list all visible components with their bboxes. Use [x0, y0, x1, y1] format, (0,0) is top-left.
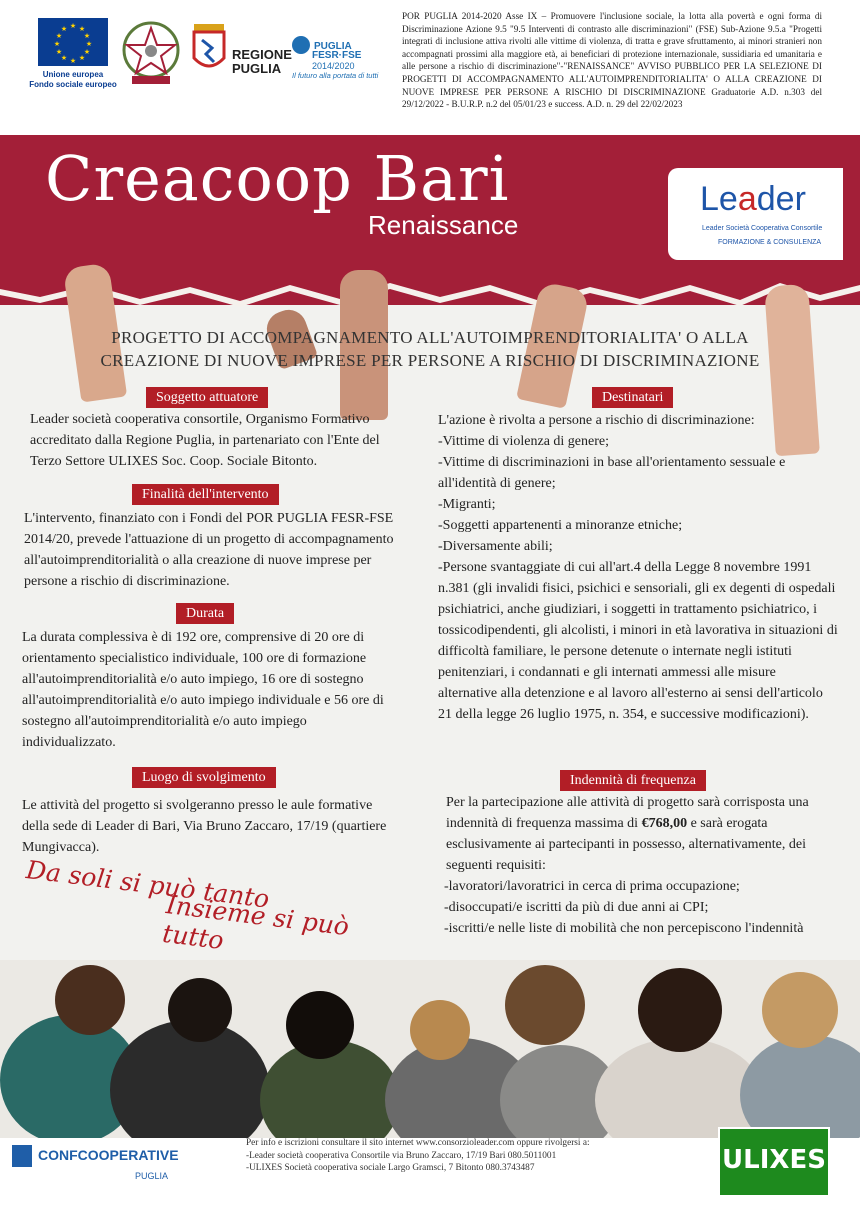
eu-caption-2: Fondo sociale europeo	[29, 80, 117, 89]
svg-text:★: ★	[53, 40, 61, 48]
soggetto-badge: Soggetto attuatore	[146, 387, 268, 408]
leader-subtitle: Leader Società Cooperativa Consortile	[702, 225, 823, 232]
regione-shield-icon	[192, 18, 226, 78]
leader-tagline: FORMAZIONE & CONSULENZA	[718, 239, 822, 246]
contact-info	[246, 1137, 666, 1175]
destinatari-line: -Diversamente abili;	[438, 539, 553, 554]
svg-text:★: ★	[85, 40, 93, 48]
eu-logo	[28, 18, 118, 90]
svg-text:★: ★	[60, 25, 68, 33]
luogo-badge: Luogo di svolgimento	[132, 767, 276, 788]
destinatari-line: -Soggetti appartenenti a minoranze etniche;	[438, 518, 683, 533]
indennita-amount: €768,00	[641, 816, 688, 831]
project-heading	[60, 326, 800, 372]
finalita-text: L'intervento, finanziato con i Fondi del POR PUGLIA FESR-FSE 2014/20, prevede l'attuazione di un progetto di accompagnamento all'autoimprenditorialità o alla creazione di nuove imprese per persone a rischio di discriminazione.	[24, 511, 394, 589]
leader-name-3: der	[756, 180, 806, 218]
svg-text:★: ★	[55, 32, 63, 40]
confcooperative-name: CONFCOOPERATIVE	[38, 1147, 179, 1163]
destinatari-line: L'azione è rivolta a persone a rischio di discriminazione:	[438, 413, 755, 428]
destinatari-line: -Migranti;	[438, 497, 496, 512]
leader-logo	[668, 168, 843, 260]
funding-notice: POR PUGLIA 2014-2020 Asse IX – Promuovere l'inclusione sociale, la lotta alla povertà e ogni forma di Discriminazione Azione 9.5 "9.5 Interventi di contrasto alle discriminazioni" (FSE) Sub-Azione 9.5.a "Progetti integrati di inclusione attiva rivolti alle vittime di violenza, di tratta e grave sfruttamento, ai minori stranieri non accompagnati prossimi alla maggiore età, ai beneficiari di protezione internazionale, sussidiaria ed umanitaria e alle persone a rischio di discriminazione"-"RENAISSANCE" AVVISO PUBBLICO PER LA SELEZIONE DI PROGETTI DI ACCOMPAGNAMENTO ALL'AUTOIMPRENDITORIALITA' O ALLA CREAZIONE DI NUOVE IMPRESE PER PERSONE A RISCHIO DI DISCRIMINAZIONE Graduatorie A.D. n.303 del 29/12/2022 - B.U.R.P. n.2 del 05/01/23 e success. A.D. n. 29 del 22/02/2023	[402, 11, 822, 110]
luogo-text: Le attività del progetto si svolgeranno presso le aule formative della sede di Leader di Bari, Via Bruno Zaccaro, 17/19 (quartiere Mungivacca).	[22, 798, 387, 855]
italian-republic-emblem-icon	[120, 18, 190, 93]
leader-name-2: a	[737, 180, 757, 218]
finalita-badge: Finalità dell'intervento	[132, 484, 279, 505]
svg-text:★: ★	[69, 57, 77, 65]
indennita-post: e sarà erogata esclusivamente ai partecipanti in possesso, alternativamente, dei seguenti requisiti:	[446, 816, 806, 873]
svg-text:★: ★	[78, 54, 86, 62]
slogan-line-2: Insieme si può tutto	[160, 890, 351, 956]
requisito-item: -iscritti/e nelle liste di mobilità che non percepiscono l'indennità	[444, 921, 804, 936]
indennita-text	[444, 792, 836, 939]
torn-paper-edge	[0, 255, 860, 335]
confcooperative-mark-icon	[12, 1145, 32, 1167]
leader-name-1: Le	[700, 180, 738, 218]
destinatari-line: -Vittime di violenza di genere;	[438, 434, 609, 449]
fesr-years: 2014/2020	[312, 61, 355, 72]
confcooperative-region: PUGLIA	[134, 1171, 168, 1181]
eu-flag-icon	[38, 18, 108, 66]
people-embracing-photo	[0, 960, 860, 1140]
partner-logos	[20, 18, 390, 98]
soggetto-text: Leader società cooperativa consortile, Organismo Formativo accreditato dalla Regione Puglia, in partenariato con l'Ente del Terzo Settore ULIXES Soc. Coop. Sociale Bitonto.	[30, 412, 380, 469]
durata-badge: Durata	[176, 603, 234, 624]
indennita-pre: Per la partecipazione alle attività di progetto sarà corrisposta una indennità di frequenza massima di	[446, 795, 809, 831]
svg-text:★: ★	[78, 25, 86, 33]
destinatari-line: -Vittime di discriminazioni in base all'orientamento sessuale e all'identità di genere;	[438, 455, 786, 491]
ulixes-logo	[718, 1127, 830, 1197]
contact-line-2: -Leader società cooperativa Consortile via Bruno Zaccaro, 17/19 Bari 080.5011001	[246, 1150, 557, 1161]
ulixes-wordmark: ULIXES	[722, 1145, 826, 1175]
destinatari-line: -Persone svantaggiate di cui all'art.4 della Legge 8 novembre 1991 n.381 (gli invalidi fisici, psichici e sensoriali, gli ex degenti di ospedali psichiatrici, anche giudiziari, i soggetti in trattamento psichiatrico, i tossicodipendenti, gli alcolisti, i minori in età lavorativa in situazioni di difficoltà familiare, le persone detenute o internate negli istituti penitenziari, i condannati e gli internati ammessi alle misure alternative alla detenzione e al lavoro all'esterno ai sensi dell'articolo 21 della legge 26 luglio 1975, n. 354, e successive modificazioni).	[438, 560, 838, 722]
requisito-item: -lavoratori/lavoratrici in cerca di prima occupazione;	[444, 879, 740, 894]
fesr-p-icon	[292, 36, 310, 54]
svg-text:★: ★	[55, 48, 63, 56]
svg-text:★: ★	[83, 48, 91, 56]
slogan	[24, 855, 408, 956]
requisito-item: -disoccupati/e iscritti da più di due anni ai CPI;	[444, 900, 709, 915]
destinatari-list	[438, 410, 838, 725]
puglia-brand: PUGLIA	[314, 41, 352, 52]
svg-text:★: ★	[69, 22, 77, 30]
fesr-tagline: Il futuro alla portata di tutti	[292, 71, 379, 81]
fesr-label: FESR·FSE	[312, 50, 362, 62]
heading-line-2: CREAZIONE DI NUOVE IMPRESE PER PERSONE A RISCHIO DI DISCRIMINAZIONE	[100, 351, 760, 370]
heading-line-1: PROGETTO DI ACCOMPAGNAMENTO ALL'AUTOIMPRENDITORIALITA' O ALLA	[111, 328, 749, 347]
contact-line-1: Per info e iscrizioni consultare il sito internet www.consorzioleader.com oppure rivolgersi a:	[246, 1138, 590, 1148]
durata-text: La durata complessiva è di 192 ore, comprensive di 20 ore di orientamento specialistico individuale, 100 ore di formazione all'autoimprenditorialità e/o auto impiego, 16 ore di sostegno all'autoimprenditorialità e/o auto impiego individuale e 56 ore di sostegno all'autoimprenditorialità e/o auto impiego individualizzato.	[22, 630, 384, 750]
contact-line-3: -ULIXES Società cooperativa sociale Largo Gramsci, 7 Bitonto 080.3743487	[246, 1163, 535, 1173]
svg-text:★: ★	[60, 54, 68, 62]
regione-label-2: PUGLIA	[232, 61, 282, 76]
indennita-badge: Indennità di frequenza	[560, 770, 706, 791]
svg-text:★: ★	[83, 32, 91, 40]
project-title: Creacoop Bari	[45, 142, 510, 215]
regione-label-1: REGIONE	[232, 47, 292, 62]
puglia-fesr-logo	[292, 36, 402, 80]
slogan-line-1: Da soli si può tanto	[24, 855, 271, 914]
destinatari-badge: Destinatari	[592, 387, 673, 408]
regione-puglia-logo	[192, 18, 292, 83]
eu-caption-1: Unione europea	[42, 70, 104, 79]
confcooperative-logo	[12, 1145, 179, 1185]
project-subtitle: Renaissance	[368, 210, 519, 240]
